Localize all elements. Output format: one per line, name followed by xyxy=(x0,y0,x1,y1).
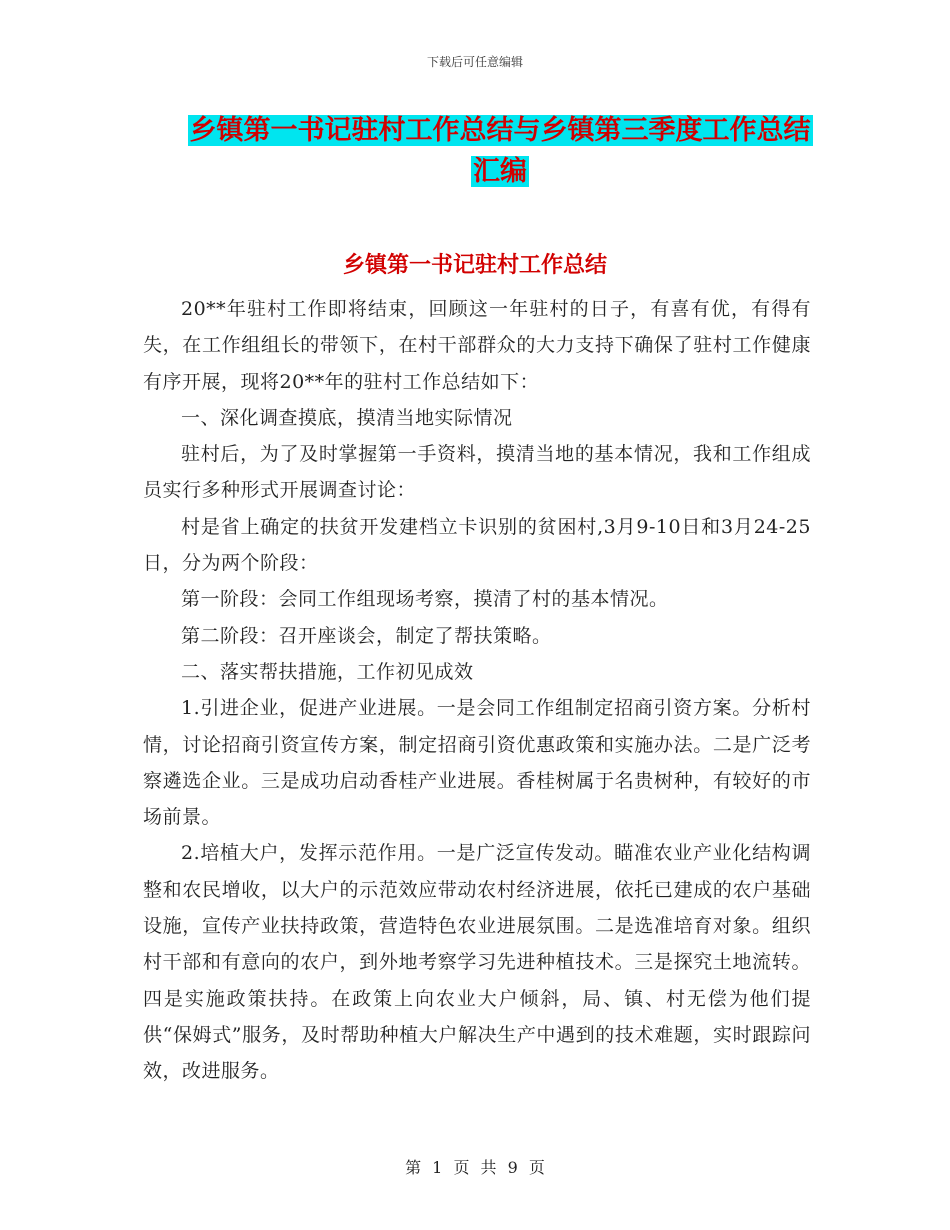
document-title xyxy=(150,110,850,192)
paragraph-intro: 20**年驻村工作即将结束，回顾这一年驻村的日子，有喜有优，有得有失，在工作组组长的带领下，在村干部群众的大力支持下确保了驻村工作健康有序开展，现将20**年的驻村工作总结如下： xyxy=(143,298,811,393)
section-title: 乡镇第一书记驻村工作总结 xyxy=(342,253,607,278)
paragraph-stage-1: 第一阶段：会同工作组现场考察，摸清了村的基本情况。 xyxy=(181,588,669,611)
paragraph-village: 村是省上确定的扶贫开发建档立卡识别的贫困村,3月9-10日和3月24-25日，分为两个阶段： xyxy=(143,515,811,575)
paragraph-heading-2: 二、落实帮扶措施，工作初见成效 xyxy=(181,660,474,683)
paragraph-stage-2: 第二阶段：召开座谈会，制定了帮扶策略。 xyxy=(181,624,552,647)
document-body xyxy=(143,291,811,1090)
header-note: 下载后可任意编辑 xyxy=(426,55,523,69)
page-number: 第 1 页 共 9 页 xyxy=(405,1158,545,1177)
paragraph-heading-1: 一、深化调查摸底，摸清当地实际情况 xyxy=(181,406,513,429)
paragraph-enterprise: 1.引进企业，促进产业进展。一是会同工作组制定招商引资方案。分析村情，讨论招商引资宣传方案，制定招商引资优惠政策和实施办法。二是广泛考察遴选企业。三是成功启动香桂产业进展。香桂树属于名贵树种，有较好的市场前景。 xyxy=(143,697,811,829)
document-title-line1: 乡镇第一书记驻村工作总结与乡镇第三季度工作总结 xyxy=(189,115,811,146)
document-title-line2: 汇编 xyxy=(473,156,527,187)
paragraph-cultivation: 2.培植大户，发挥示范作用。一是广泛宣传发动。瞄准农业产业化结构调整和农民增收，以大户的示范效应带动农村经济进展，依托已建成的农户基础设施，宣传产业扶持政策，营造特色农业进展氛围。二是选准培育对象。组织村干部和有意向的农户，到外地考察学习先进种植技术。三是探究土地流转。四是实施政策扶持。在政策上向农业大户倾斜，局、镇、村无偿为他们提供“保姆式”服务，及时帮助种植大户解决生产中遇到的技术难题，实时跟踪问效，改进服务。 xyxy=(143,842,811,1083)
paragraph-investigation: 驻村后，为了及时掌握第一手资料，摸清当地的基本情况，我和工作组成员实行多种形式开展调查讨论： xyxy=(143,443,811,502)
